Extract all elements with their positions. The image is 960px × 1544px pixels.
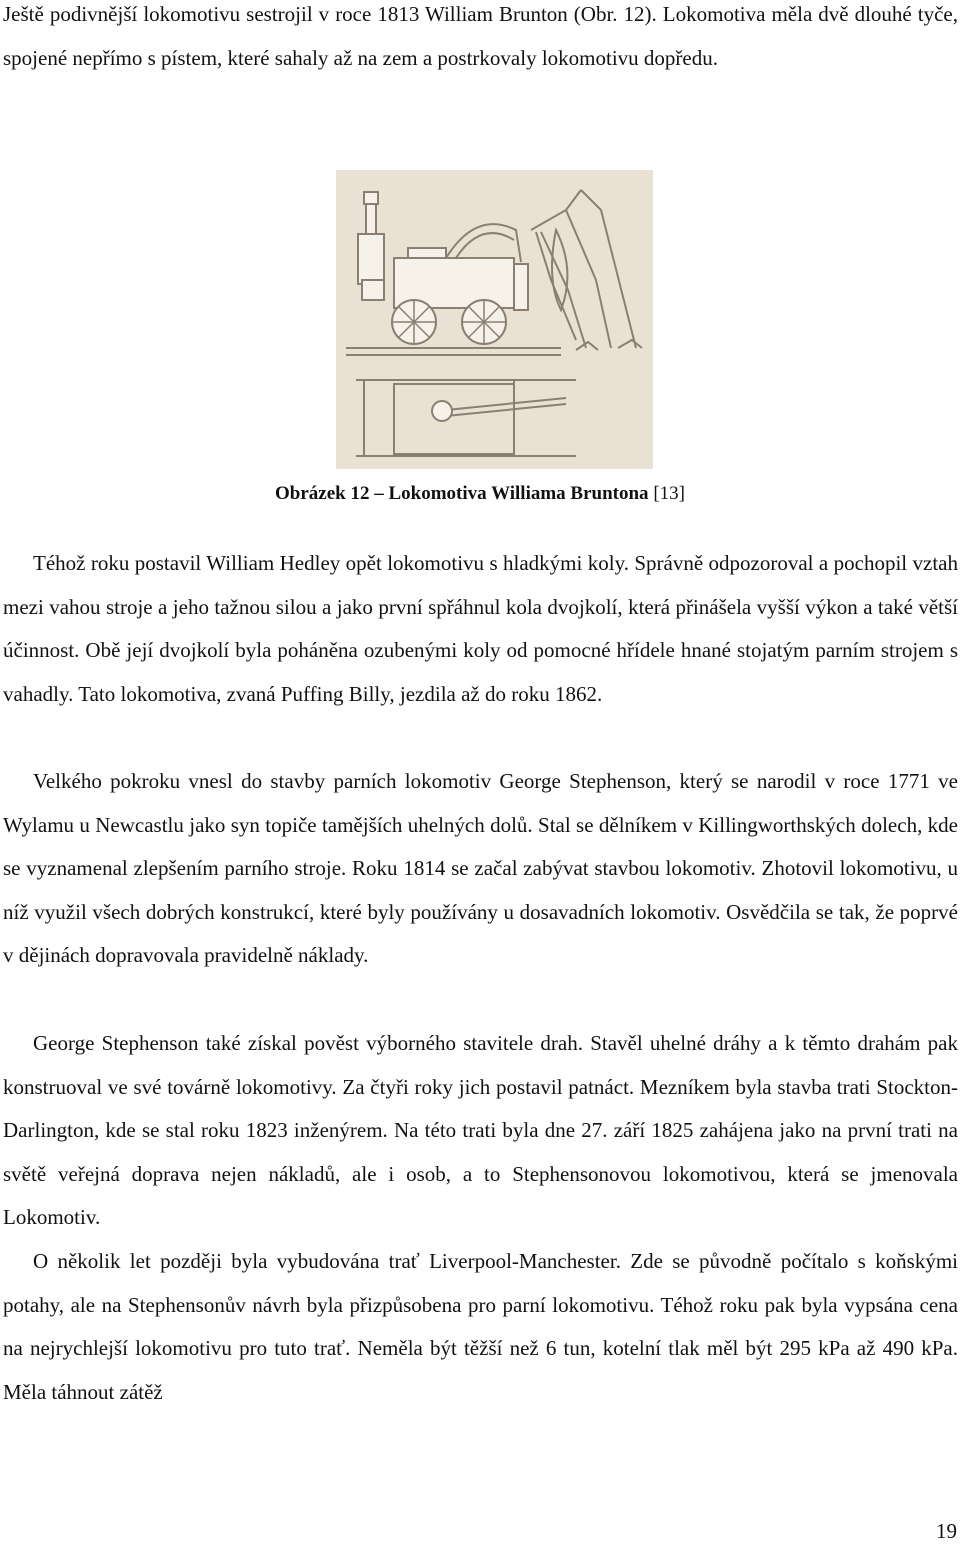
paragraph-liverpool-manchester: O několik let později byla vybudována trať Liverpool-Manchester. Zde se původně počítalo s koňskými potahy, ale na Stephensonův návrh byla přizpůsobena pro parní lokomotivu. Téhož roku pak byla vypsána cena na nejrychlejší lokomotivu pro tuto trať. Neměla být těžší než 6 tun, kotelní tlak měl být 295 kPa až 490 kPa. Měla táhnout zátěž (3, 1249, 958, 1404)
locomotive-drawing (336, 170, 653, 469)
paragraph-stockton-darlington: George Stephenson také získal pověst výborného stavitele drah. Stavěl uhelné dráhy a k těmto drahám pak konstruoval ve své továrně lokomotivy. Za čtyři roky jich postavil patnáct. Mezníkem byla stavba trati Stockton-Darlington, kde se stal roku 1823 inženýrem. Na této trati byla dne 27. září 1825 zahájena jako na první trati na světě veřejná doprava nejen nákladů, ale i osob, a to Stephensonovou lokomotivou, která se jmenovala Lokomotiv. (3, 1031, 958, 1229)
figure-brunton-locomotive (336, 170, 653, 469)
caption-reference: [13] (653, 483, 685, 504)
figure-caption (0, 480, 960, 508)
paragraph-stephenson: Velkého pokroku vnesl do stavby parních lokomotiv George Stephenson, který se narodil v roce 1771 ve Wylamu u Newcastlu jako syn topiče tamějších uhelných dolů. Stal se dělníkem v Killingworthských dolech, kde se vyznamenal zlepšením parního stroje. Roku 1814 se začal zabývat stavbou lokomotiv. Zhotovil lokomotivu, u níž využil všech dobrých konstrukcí, které byly používány u dosavadních lokomotiv. Osvědčila se tak, že poprvé v dějinách dopravovala pravidelně náklady. (3, 769, 958, 967)
caption-label: Obrázek 12 – Lokomotiva Williama Bruntona (275, 483, 649, 504)
paragraph-brunton: Ještě podivnější lokomotivu sestrojil v roce 1813 William Brunton (Obr. 12). Lokomotiva měla dvě dlouhé tyče, spojené nepřímo s pístem, které sahaly až na zem a postrkovaly lokomotivu dopředu. (3, 2, 958, 70)
paragraph-hedley: Téhož roku postavil William Hedley opět lokomotivu s hladkými koly. Správně odpozoroval a pochopil vztah mezi vahou stroje a jeho tažnou silou a jako první spřáhnul kola dvojkolí, která přinášela vyšší výkon a také větší účinnost. Obě její dvojkolí byla poháněna ozubenými koly od pomocné hřídele hnané stojatým parním strojem s vahadly. Tato lokomotiva, zvaná Puffing Billy, jezdila až do roku 1862. (3, 551, 958, 706)
page-number: 19 (936, 1519, 957, 1543)
